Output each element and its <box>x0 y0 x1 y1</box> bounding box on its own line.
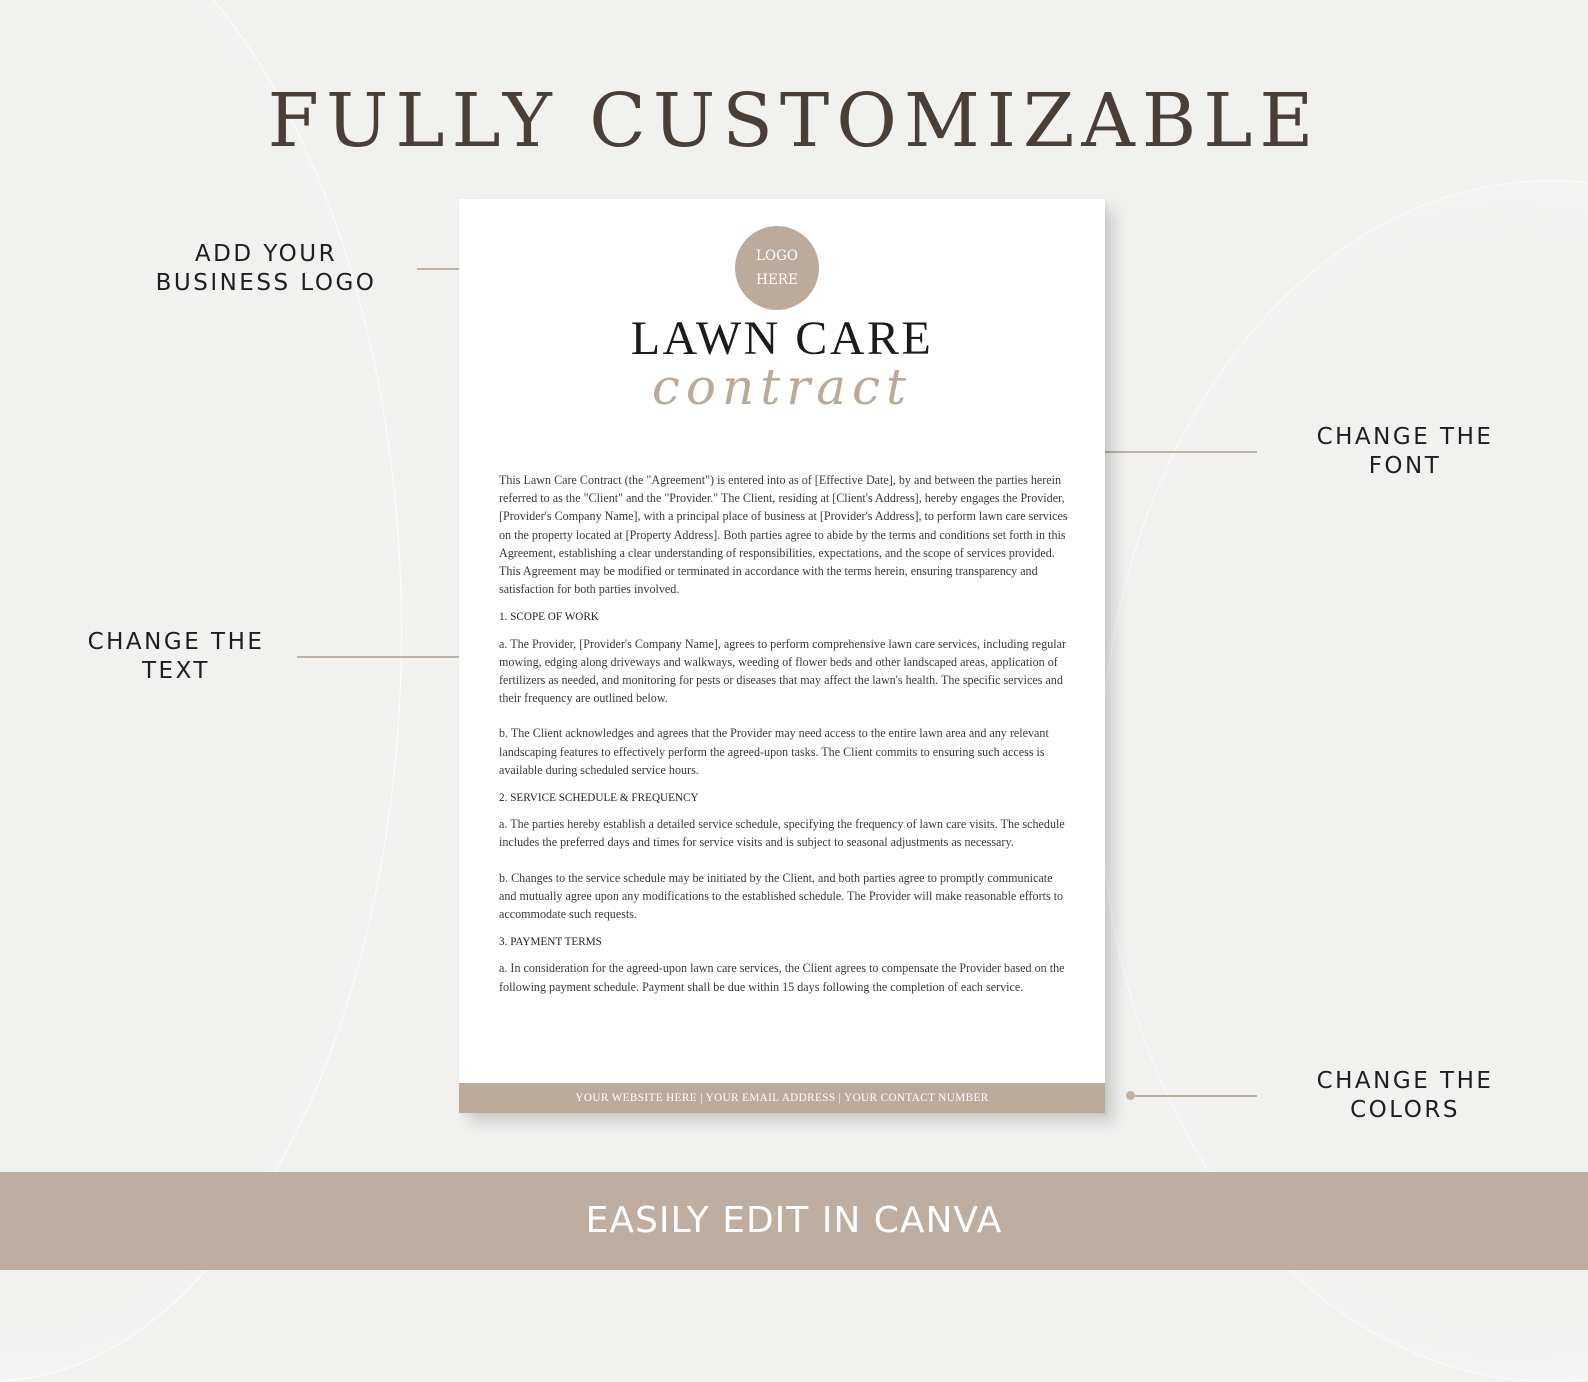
contract-document <box>459 199 1105 1113</box>
callout-line: CHANGE THE <box>1316 424 1494 450</box>
intro-paragraph: This Lawn Care Contract (the "Agreement") is entered into as of [Effective Date], by and between the parties herein referred to as the "Client" and the "Provider." The Client, residing at [Client's Address], hereby engages the Provider, [Provider's Company Name], with a principal place of business at [Provider's Address], to perform lawn care services on the property located at [Property Address]. Both parties agree to abide by the terms and conditions set forth in this Agreement, establishing a clear understanding of responsibilities, expectations, and the scope of services provided. This Agreement may be modified or terminated in accordance with the terms herein, ensuring transparency and satisfaction for both parties involved. <box>499 473 1068 597</box>
document-title: LAWN CARE <box>630 312 934 365</box>
logo-placeholder-text: LOGO <box>756 248 798 264</box>
section-paragraph: b. Changes to the service schedule may be initiated by the Client, and both parties agree to promptly communicate and mutually agree upon any modifications to the established schedule. The Provider will make reasonable efforts to accommodate such requests. <box>499 870 1064 922</box>
callout-line: BUSINESS LOGO <box>155 270 377 296</box>
section-heading: 3. PAYMENT TERMS <box>499 936 602 949</box>
callout-change-colors <box>1300 1067 1510 1125</box>
section-heading: 2. SERVICE SCHEDULE & FREQUENCY <box>499 792 699 805</box>
callout-change-font <box>1300 423 1510 481</box>
callout-add-logo <box>140 240 392 298</box>
callout-line: ADD YOUR <box>194 241 338 267</box>
callout-line: TEXT <box>142 658 210 684</box>
page-headline: FULLY CUSTOMIZABLE <box>267 78 1321 164</box>
callout-connector <box>1131 1095 1257 1097</box>
section-paragraph: a. The parties hereby establish a detailed service schedule, specifying the frequency of lawn care visits. The schedule includes the preferred days and times for service visits and is subject to seasonal adjustments as necessary. <box>499 817 1065 850</box>
section-paragraph: b. The Client acknowledges and agrees that the Provider may need access to the entire lawn area and any relevant landscaping features to effectively perform the agreed-upon tasks. The Client commits to ensuring such access is available during scheduled service hours. <box>499 726 1049 777</box>
section-paragraph: a. In consideration for the agreed-upon lawn care services, the Client agrees to compensate the Provider based on the following payment schedule. Payment shall be due within 15 days following the completion of each service. <box>499 961 1065 994</box>
section-paragraph: a. The Provider, [Provider's Company Name], agrees to perform comprehensive lawn care services, including regular mowing, edging along driveways and walkways, weeding of flower beds and other landscaped areas, application of fertilizers as needed, and monitoring for pests or diseases that may affect the lawn's health. The specific services and their frequency are outlined below. <box>499 636 1066 706</box>
callout-line: CHANGE THE <box>1316 1068 1494 1094</box>
banner-text: EASILY EDIT IN CANVA <box>585 1200 1003 1241</box>
callout-connector <box>297 656 477 658</box>
section-heading: 1. SCOPE OF WORK <box>499 611 599 624</box>
logo-placeholder[interactable] <box>735 226 819 310</box>
callout-change-text <box>76 628 276 686</box>
logo-placeholder-text: HERE <box>756 272 798 288</box>
callout-line: FONT <box>1368 453 1442 479</box>
document-script-subtitle: contract <box>651 358 913 416</box>
callout-line: CHANGE THE <box>87 629 265 655</box>
document-footer: YOUR WEBSITE HERE | YOUR EMAIL ADDRESS | YOUR CONTACT NUMBER <box>459 1083 1105 1113</box>
document-body <box>499 471 1069 996</box>
callout-line: COLORS <box>1350 1097 1460 1123</box>
bottom-banner <box>0 1172 1588 1270</box>
